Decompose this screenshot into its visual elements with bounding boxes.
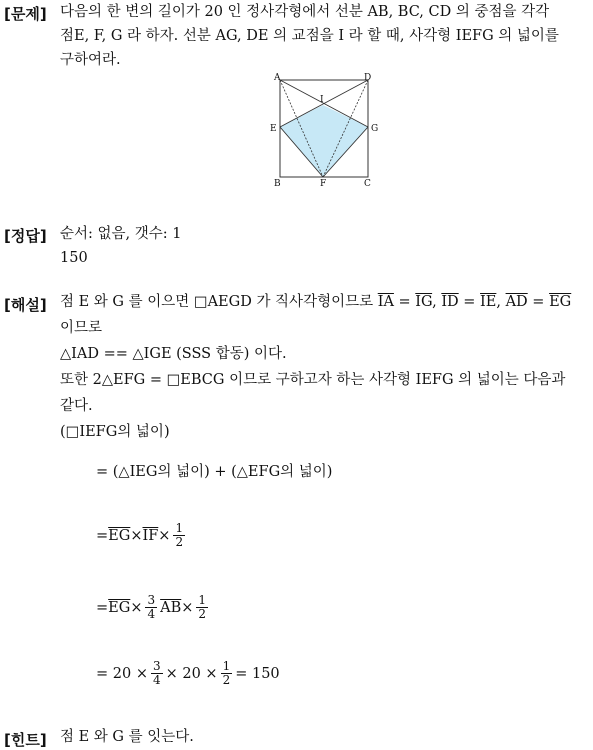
label-b: B [274, 179, 281, 189]
label-e: E [270, 124, 277, 134]
label-i: I [320, 95, 324, 105]
problem-line-1: 다음의 한 변의 길이가 20 인 정사각형에서 선분 AB, BC, CD 의 중점을 각각 [60, 4, 550, 20]
label-f: F [320, 179, 327, 189]
label-c: C [364, 179, 371, 189]
equation-3: = $\overline{EG}$ × $\frac{3}{4}$ $\overline{AB}$ × $\frac{1}{2}$ [96, 593, 207, 621]
fraction-one-half: $\frac{1}{2}$ [222, 659, 231, 687]
solution-line-5: 같다. [60, 398, 93, 414]
solution-line-1: 점 E 와 G 를 이으면 □AEGD 가 직사각형이므로 $\overline{IA} = \overline{IG}$, $\overline{ID} = \overline{IE}$, $\overline{AD} = \overline{EG}$ [60, 294, 572, 310]
problem-line-2: 점E, F, G 라 하자. 선분 AG, DE 의 교점을 I 라 할 때, 사각형 IEFG 의 넓이를 [60, 28, 559, 44]
problem-line-3: 구하여라. [60, 52, 121, 68]
fraction-three-quarters: $\frac{3}{4}$ [147, 593, 156, 621]
label-d: D [364, 73, 372, 83]
equation-2: = $\overline{EG}$ × $\overline{IF}$ × $\frac{1}{2}$ [96, 521, 184, 549]
answer-tag: [정답] [4, 227, 47, 245]
hint-text: 점 E 와 G 를 잇는다. [60, 729, 194, 745]
answer-value: 150 [60, 250, 88, 266]
equation-1: = (△IEG의 넓이) + (△EFG의 넓이) [96, 464, 333, 480]
fraction-three-quarters: $\frac{3}{4}$ [152, 659, 161, 687]
label-a: A [274, 73, 281, 83]
square-figure [262, 71, 386, 189]
solution-line-4: 또한 2△EFG = □EBCG 이므로 구하고자 하는 사각형 IEFG 의 넓이는 다음과 [60, 372, 566, 388]
fraction-one-half: $\frac{1}{2}$ [175, 521, 184, 549]
equation-4: = 20 × $\frac{3}{4}$ × 20 × $\frac{1}{2}$ = 150 [96, 659, 280, 687]
solution-line-3: △IAD == △IGE (SSS 합동) 이다. [60, 346, 287, 362]
solution-line-6: (□IEFG의 넓이) [60, 424, 170, 440]
fraction-one-half: $\frac{1}{2}$ [198, 593, 207, 621]
answer-meta: 순서: 없음, 갯수: 1 [60, 226, 182, 242]
label-g: G [371, 124, 379, 134]
solution-line-2: 이므로 [60, 320, 103, 336]
problem-tag: [문제] [4, 5, 47, 23]
solution-tag: [해설] [4, 296, 47, 314]
hint-tag: [힌트] [4, 731, 47, 749]
